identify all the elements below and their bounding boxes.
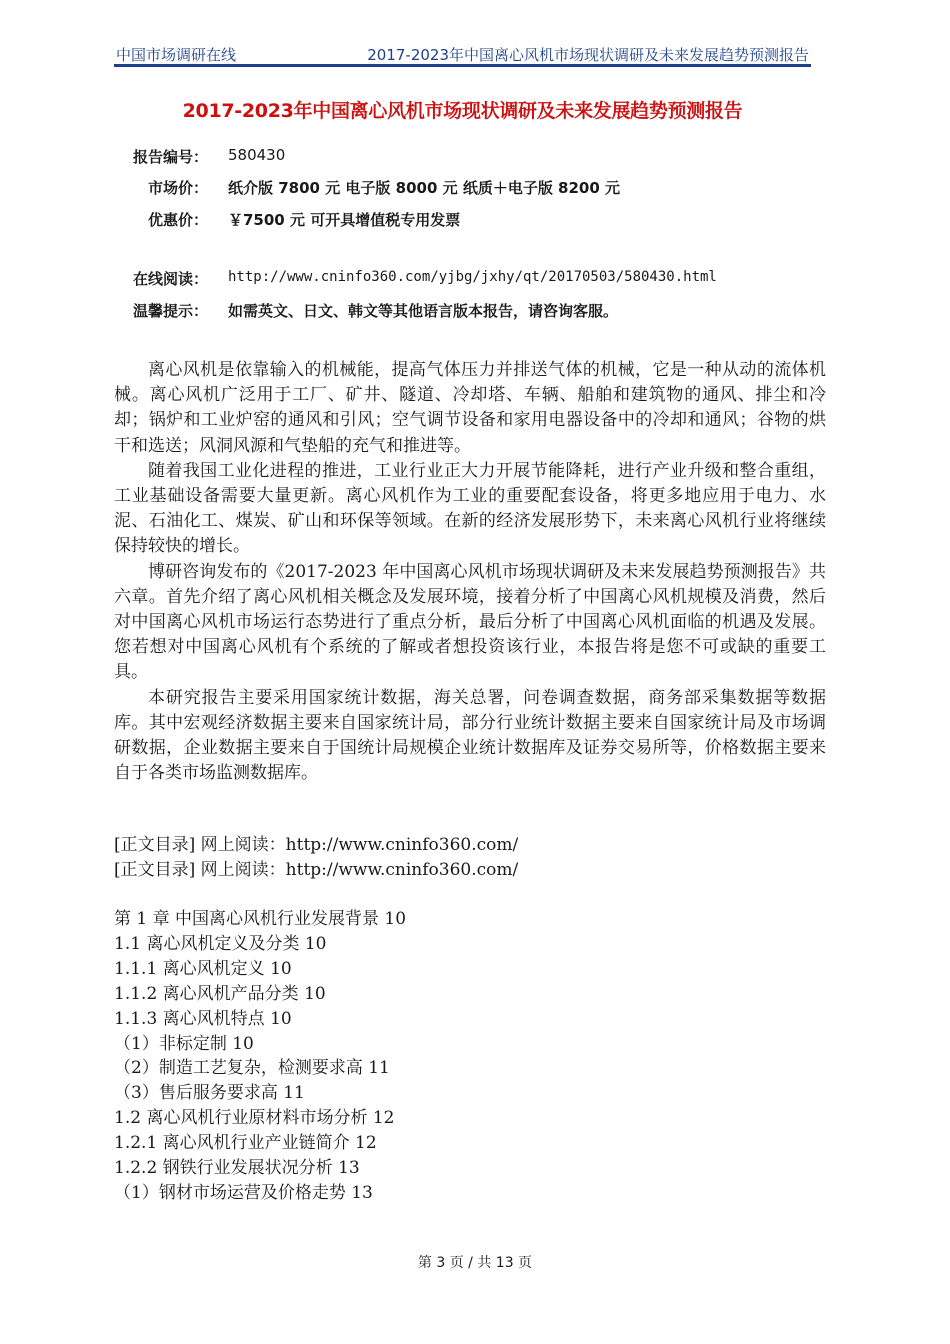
toc-item: 1.1.2 离心风机产品分类 10 — [114, 983, 326, 1004]
toc-item: 1.2.2 钢铁行业发展状况分析 13 — [114, 1158, 360, 1179]
header-report-title: 2017-2023年中国离心风机市场现状调研及未来发展趋势预测报告 — [367, 46, 809, 64]
toc-item: （1）钢材市场运营及价格走势 13 — [114, 1182, 373, 1203]
toc-item: 1.2 离心风机行业原材料市场分析 12 — [114, 1108, 395, 1129]
table-of-contents — [114, 907, 406, 1206]
header-site-name: 中国市场调研在线 — [116, 46, 237, 64]
notice-label: 温馨提示： — [132, 302, 208, 320]
toc-item: 1.2.1 离心风机行业产业链简介 12 — [114, 1133, 377, 1154]
online-url-link[interactable]: http://www.cninfo360.com/yjbg/jxhy/qt/20170503/580430.html — [228, 269, 717, 285]
toc-online-link[interactable]: [正文目录] 网上阅读：http://www.cninfo360.com/ — [114, 860, 519, 880]
toc-item: （1）非标定制 10 — [114, 1033, 254, 1054]
toc-item: 第 1 章 中国离心风机行业发展背景 10 — [114, 909, 407, 929]
summary-paragraph: 随着我国工业化进程的推进，工业行业正大力开展节能降耗，进行产业升级和整合重组，工业基础设备需要大量更新。离心风机作为工业的重要配套设备，将更多地应用于电力、水泥、石油化工、煤炭、矿山和环保等领域。在新的经济发展形势下，未来离心风机行业将继续保持较快的增长。 — [114, 460, 826, 557]
toc-item: （3）售后服务要求高 11 — [114, 1083, 305, 1104]
toc-links — [114, 833, 518, 883]
report-summary — [114, 358, 826, 786]
toc-online-link[interactable]: [正文目录] 网上阅读：http://www.cninfo360.com/ — [114, 835, 519, 855]
price-value: 纸介版 7800 元 电子版 8000 元 纸质＋电子版 8200 元 — [228, 179, 621, 197]
summary-paragraph: 离心风机是依靠输入的机械能，提高气体压力并排送气体的机械，它是一种从动的流体机械。离心风机广泛用于工厂、矿井、隧道、冷却塔、车辆、船舶和建筑物的通风、排尘和冷却；锅炉和工业炉窑的通风和引风；空气调节设备和家用电器设备中的冷却和通风；谷物的烘干和选送；风洞风源和气垫船的充气和推进等。 — [114, 360, 826, 456]
price-label: 市场价： — [147, 179, 208, 197]
report-title: 2017-2023年中国离心风机市场现状调研及未来发展趋势预测报告 — [182, 100, 743, 122]
summary-paragraph: 博研咨询发布的《2017-2023 年中国离心风机市场现状调研及未来发展趋势预测报告》共六章。首先介绍了离心风机相关概念及发展环境，接着分析了中国离心风机规模及消费，然后对中国离心风机市场运行态势进行了重点分析，最后分析了中国离心风机面临的机遇及发展。您若想对中国离心风机有个系统的了解或者想投资该行业，本报告将是您不可或缺的重要工具。 — [114, 561, 826, 683]
summary-paragraph: 本研究报告主要采用国家统计数据，海关总署，问卷调查数据，商务部采集数据等数据库。其中宏观经济数据主要来自国家统计局，部分行业统计数据主要来自国家统计局及市场调研数据，企业数据主要来自于国统计局规模企业统计数据库及证券交易所等，价格数据主要来自于各类市场监测数据库。 — [114, 687, 826, 784]
online-label: 在线阅读： — [132, 270, 208, 288]
discount-value: ￥7500 元 可开具增值税专用发票 — [228, 211, 461, 229]
toc-item: 1.1.1 离心风机定义 10 — [114, 958, 292, 979]
discount-label: 优惠价： — [147, 211, 208, 229]
toc-item: 1.1.3 离心风机特点 10 — [114, 1008, 292, 1029]
report-no-value: 580430 — [228, 146, 286, 164]
header-rule — [114, 64, 811, 67]
toc-item: （2）制造工艺复杂，检测要求高 11 — [114, 1058, 390, 1079]
report-no-label: 报告编号： — [132, 148, 208, 166]
notice-value: 如需英文、日文、韩文等其他语言版本报告，请咨询客服。 — [228, 302, 619, 320]
toc-item: 1.1 离心风机定义及分类 10 — [114, 933, 327, 954]
page-number: 第 3 页 / 共 13 页 — [417, 1255, 533, 1271]
